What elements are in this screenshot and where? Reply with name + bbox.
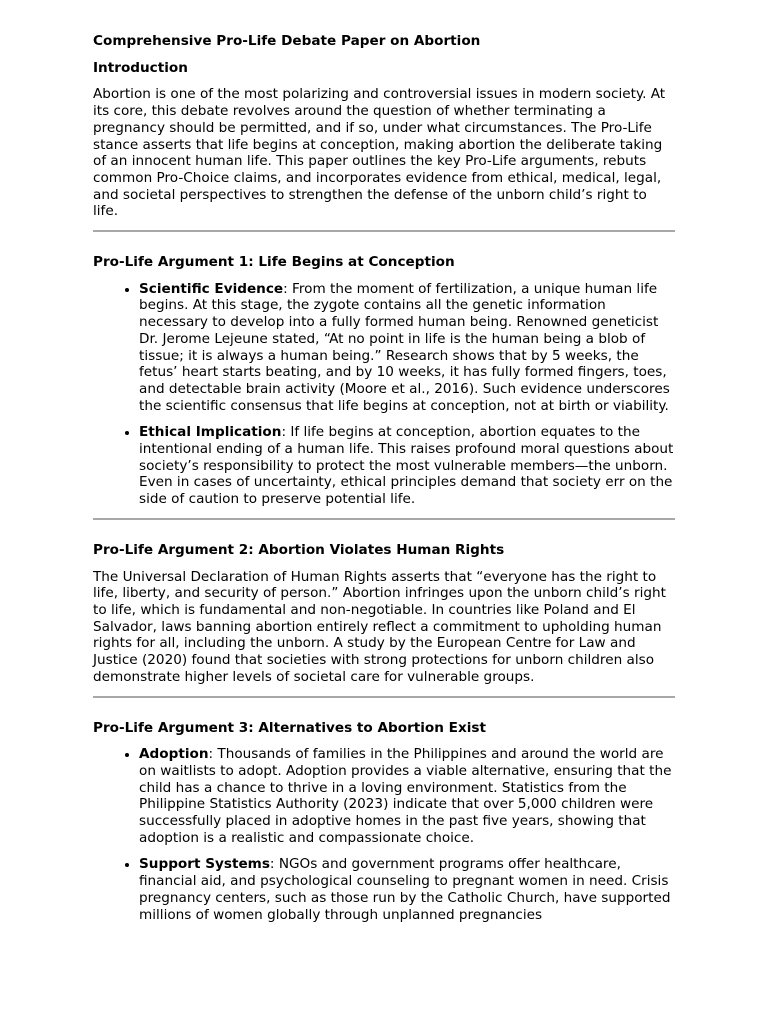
argument1-list [93,281,675,508]
list-item [139,746,675,846]
list-item-text: : From the moment of fertilization, a unique human life begins. At this stage, the zygote contains all the genetic information necessary to develop into a fully formed human being. Renowned geneticist Dr. Jerome Lejeune stated, “At no point in life is the human being a blob of tissue; it is always a human being.” Research shows that by 5 weeks, the fetus’ heart starts beating, and by 10 weeks, it has fully formed fingers, toes, and detectable brain activity (Moore et al., 2016). Such evidence underscores the scientific consensus that life begins at conception, not at birth or viability. [139,280,670,414]
list-item-term: Ethical Implication [139,424,282,441]
section-divider [93,518,675,520]
argument1-heading: Pro-Life Argument 1: Life Begins at Conception [93,254,455,271]
list-item [139,281,675,415]
list-item-text: : Thousands of families in the Philippines and around the world are on waitlists to adopt. Adoption provides a viable alternative, ensuring that the child has a chance to thrive in a loving environment. Statistics from the Philippine Statistics Authority (2023) indicate that over 5,000 children were successfully placed in adoptive homes in the past five years, showing that adoption is a realistic and compassionate choice. [139,746,672,846]
argument3-heading: Pro-Life Argument 3: Alternatives to Abortion Exist [93,719,486,736]
list-item-text: : If life begins at conception, abortion equates to the intentional ending of a human life. This raises profound moral questions about society’s responsibility to protect the most vulnerable members—the unborn. Even in cases of uncertainty, ethical principles demand that society err on the side of caution to preserve potential life. [139,424,674,508]
page-title: Comprehensive Pro-Life Debate Paper on Abortion [93,33,481,49]
list-item-text: : NGOs and government programs offer healthcare, financial aid, and psychological counseling to pregnant women in need. Crisis pregnancy centers, such as those run by the Catholic Church, have supported millions of women globally through unplanned pregnancies [139,856,671,923]
argument3-list [93,746,675,923]
list-item [139,856,675,923]
intro-paragraph: Abortion is one of the most polarizing and controversial issues in modern society. At its core, this debate revolves around the question of whether terminating a pregnancy should be permitted, and if so, under what circumstances. The Pro-Life stance asserts that life begins at conception, making abortion the deliberate taking of an innocent human life. This paper outlines the key Pro-Life arguments, rebuts common Pro-Choice claims, and incorporates evidence from ethical, medical, legal, and societal perspectives to strengthen the defense of the unborn child’s right to life. [93,86,666,220]
intro-heading: Introduction [93,59,188,76]
document-body [93,33,675,933]
section-divider [93,696,675,698]
section-divider [93,230,675,232]
list-item-term: Scientific Evidence [139,280,284,297]
list-item-term: Support Systems [139,856,270,873]
list-item-term: Adoption [139,746,209,763]
argument2-heading: Pro-Life Argument 2: Abortion Violates Human Rights [93,541,505,558]
argument2-paragraph: The Universal Declaration of Human Rights asserts that “everyone has the right to life, liberty, and security of person.” Abortion infringes upon the unborn child’s right to life, which is fundamental and non-negotiable. In countries like Poland and El Salvador, laws banning abortion entirely reflect a commitment to upholding human rights for all, including the unborn. A study by the European Centre for Law and Justice (2020) found that societies with strong protections for unborn children also demonstrate higher levels of societal care for vulnerable groups. [93,568,666,685]
list-item [139,424,675,508]
